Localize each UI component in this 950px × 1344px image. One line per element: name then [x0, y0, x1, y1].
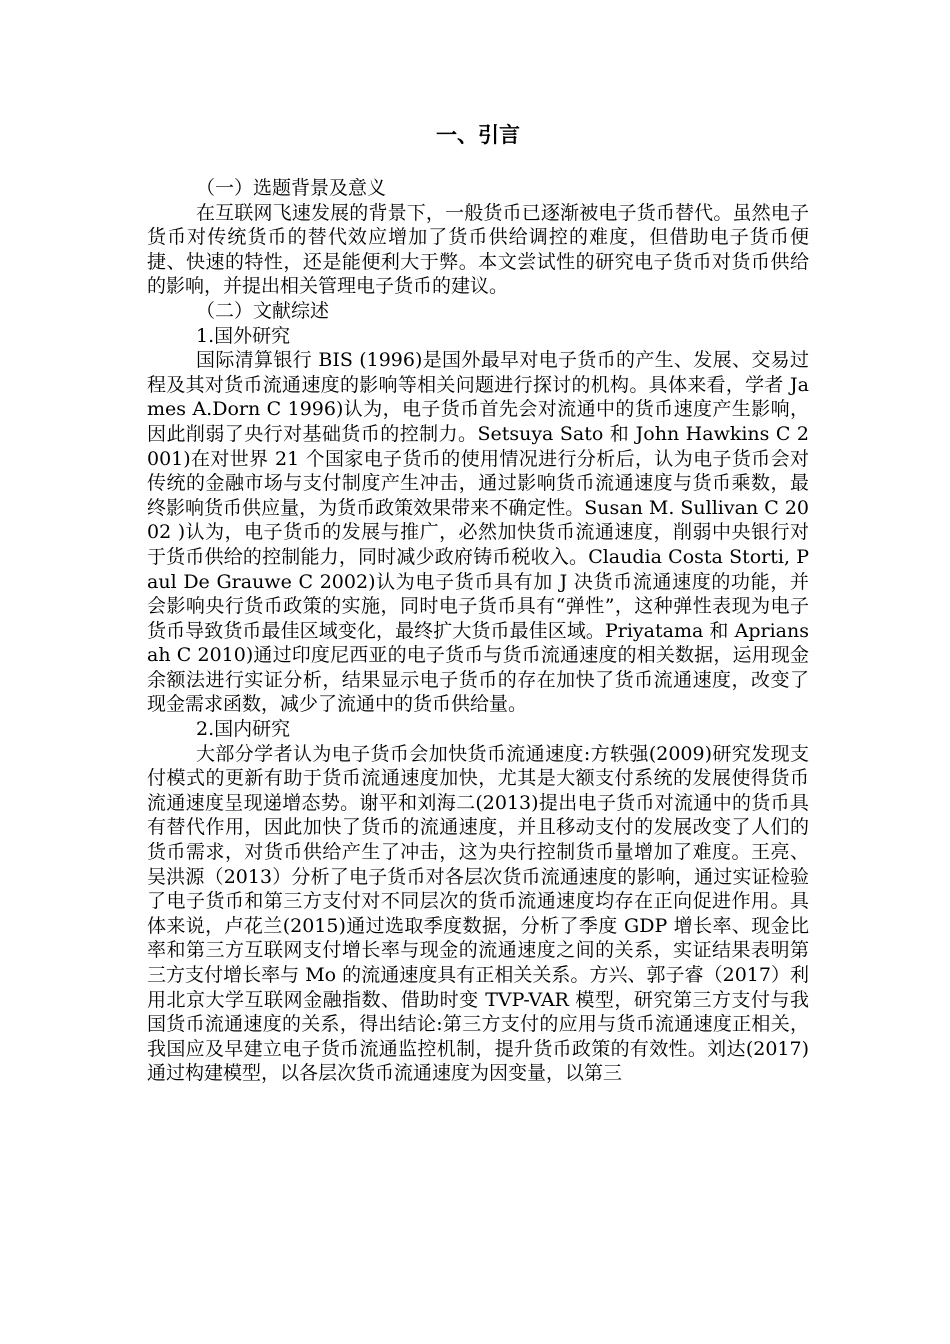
page-content: [147, 120, 809, 1086]
subsection-heading-domestic: 2.国内研究: [196, 718, 291, 741]
paragraph-domestic-research: 大部分学者认为电子货币会加快货币流通速度:方轶强(2009)研究发现支付模式的更新有助于货币流通速度加快，尤其是大额支付系统的发展使得货币流通速度呈现递增态势。谢平和刘海二(2013)提出电子货币对流通中的货币具有替代作用，因此加快了货币的流通速度，并且移动支付的发展改变了人们的货币需求，对货币供给产生了冲击，这为央行控制货币量增加了难度。王亮、吴洪源（2013）分析了电子货币对各层次货币流通速度的影响，通过实证检验了电子货币和第三方支付对不同层次的货币流通速度均存在正向促进作用。具体来说，卢花兰(2015)通过选取季度数据，分析了季度 GDP 增长率、现金比率和第三方互联网支付增长率与现金的流通速度之间的关系，实证结果表明第三方支付增长率与 Mo 的流通速度具有正相关关系。方兴、郭子睿（2017）利用北京大学互联网金融指数、借助时变 TVP-VAR 模型，研究第三方支付与我国货币流通速度的关系，得出结论:第三方支付的应用与货币流通速度正相关，我国应及早建立电子货币流通监控机制，提升货币政策的有效性。刘达(2017)通过构建模型，以各层次货币流通速度为因变量，以第三: [147, 742, 809, 1085]
chapter-title: 一、引言: [436, 123, 520, 147]
section-heading-background: （一）选题背景及意义: [196, 177, 387, 199]
paragraph-background: 在互联网飞速发展的背景下，一般货币已逐渐被电子货币替代。虽然电子货币对传统货币的替代效应增加了货币供给调控的难度，但借助电子货币便捷、快速的特性，还是能便利大于弊。本文尝试性的研究电子货币对货币供给的影响，并提出相关管理电子货币的建议。: [147, 201, 809, 298]
paragraph-foreign-research: 国际清算银行 BIS (1996)是国外最早对电子货币的产生、发展、交易过程及其对货币流通速度的影响等相关问题进行探讨的机构。具体来看，学者 James A.Dorn C 1996)认为，电子货币首先会对流通中的货币速度产生影响，因此削弱了央行对基础货币的控制力。Setsuya Sato 和 John Hawkins C 2001)在对世界 21 个国家电子货币的使用情况进行分析后，认为电子货币会对传统的金融市场与支付制度产生冲击，通过影响货币流通速度与货币乘数，最终影响货币供应量，为货币政策效果带来不确定性。Susan M. Sullivan C 2002 )认为，电子货币的发展与推广，必然加快货币流通速度，削弱中央银行对于货币供给的控制能力，同时减少政府铸币税收入。Claudia Costa Storti, Paul De Grauwe C 2002)认为电子货币具有加 J 决货币流通速度的功能，并会影响央行货币政策的实施，同时电子货币具有“弹性”，这种弹性表现为电子货币导致货币最佳区域变化，最终扩大货币最佳区域。Priyatama 和 Apriansah C 2010)通过印度尼西亚的电子货币与货币流通速度的相关数据，运用现金余额法进行实证分析，结果显示电子货币的存在加快了货币流通速度，改变了现金需求函数，减少了流通中的货币供给量。: [147, 349, 809, 716]
subsection-heading-foreign: 1.国外研究: [196, 324, 291, 347]
section-heading-literature-review: （二）文献综述: [196, 299, 330, 322]
